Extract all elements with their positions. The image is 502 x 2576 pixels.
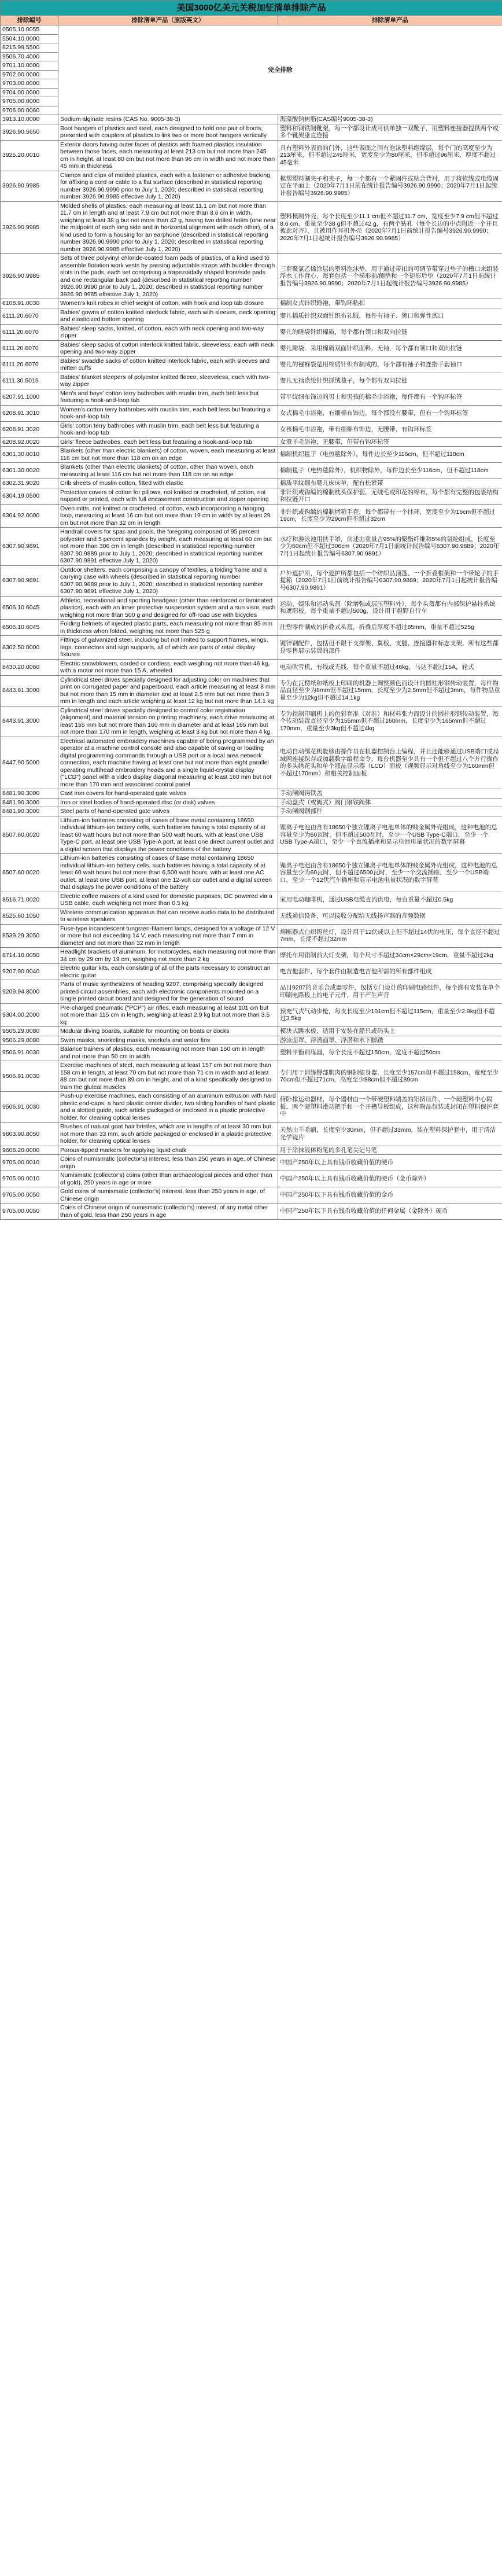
exclusion-code: 9704.00.0000 xyxy=(1,88,58,97)
table-row xyxy=(1,807,502,816)
product-chinese: 注塑零件制成的折叠式头盔，折叠后厚度不超过85mm，重量不超过525g xyxy=(278,620,502,636)
exclusion-code: 9506.91.0030 xyxy=(1,1061,58,1092)
product-chinese: 具有塑料外表面的门外，这些表面之间有泡沫塑料绝缘层，每个门的高度至少为213厘米，但不超过245厘米，宽度至少为80厘米，但不超过96厘米，厚度不超过45毫米 xyxy=(278,140,502,171)
exclusion-code: 8507.60.0020 xyxy=(1,816,58,854)
table-row xyxy=(1,675,502,706)
product-english: Blankets (other than electric blankets) of cotton, other than woven, each measuring at least 116 cm but not more than 118 cm on an edge xyxy=(58,463,278,479)
exclusion-code: 9702.00.0000 xyxy=(1,70,58,79)
product-chinese: 非针织或钩编的棉制枕头保护套，无绒毛或印花的棉布，每个都有完整的包裹结构和拉链开口 xyxy=(278,488,502,504)
product-chinese: 非针织或钩编的棉制烤箱手套，每个都带有一个挂环，宽度至少为16cm但不超过19cm，长度至少为29cm但不超过32cm xyxy=(278,504,502,528)
product-english: Coins of Chinese origin of numismatic (collector's) interest, of any metal other than of gold, less than 250 years in age xyxy=(58,1204,278,1220)
table-row xyxy=(1,924,502,948)
exclusion-code: 6307.90.9891 xyxy=(1,565,58,596)
product-chinese: 专为在瓦楞纸和纸板上印刷的机器上调整颜色而设计的圆柱形钢传动装置，每件物品直径至少为8mm但不超过15mm，长度至少为2.5mm但不超过3mm，每件物品重量至少为12kg但不超过14.1kg xyxy=(278,675,502,706)
product-chinese: 电动自动绣花机能够由操作员在机器控制台上编程，并且还能够通过USB端口或局域网连接保存或加载数字编程命令，每台机器至少具有一个但不超过八个并行操作的多头绣花头和单个液晶显示器（LCD）面板（视频显示对角线至少为160mm但不超过170mm）和相关控制面板 xyxy=(278,737,502,789)
exclusion-code: 0505.10.0055 xyxy=(1,25,58,35)
exclusion-code: 9705.00.0010 xyxy=(1,1171,58,1187)
exclusion-code: 9506.29.0080 xyxy=(1,1036,58,1045)
product-chinese: 锂离子电池由含有18650个独立锂离子电池单体的贱金属外壳组成，这种电池的总容量至少为60瓦时，但不超过500瓦时，至少一个USB Type-C端口，至少一个USB Type-A端口，至少一个直流插座和显示电池电量状况的数字屏幕 xyxy=(278,816,502,854)
product-english: Swim masks, snorkeling masks, snorkels and water fins xyxy=(58,1036,278,1045)
product-chinese: 品目9207的音乐合成器零件，包括专门设计的印刷电路组件，每个都有安装在单个印刷电路板上的电子元件，用于产生声音 xyxy=(278,980,502,1004)
document-title: 美国3000亿美元关税加征清单排除产品 xyxy=(1,1,502,16)
table-row xyxy=(1,479,502,488)
table-row xyxy=(1,1036,502,1045)
exclusion-code: 6302.31.9020 xyxy=(1,479,58,488)
exclusion-code: 3926.90.9985 xyxy=(1,201,58,254)
product-chinese: 俯卧撑运动器材，每个器材由一个带硬塑料端盖的铝挤压件、一个硬塑料中心隔板、两个硬塑料滑动把手和一个开槽导板组成，这种物品包装或封闭在塑料保护套中 xyxy=(278,1092,502,1123)
product-english: Coins of numismatic (collector's) interest, less than 250 years in age, of Chinese origin xyxy=(58,1155,278,1171)
exclusion-code: 9706.00.0060 xyxy=(1,106,58,115)
exclusion-code: 6208.91.3010 xyxy=(1,405,58,421)
product-chinese: 水疗和游泳池用扶手罩，前述由重量占95%的聚酯纤维和5%的氨纶组成，长度至少为60cm但不超过306cm（2020年7月1日前统计报告编号6307.90.9889；2020年7月1日起统计报告编号6307.90.9891） xyxy=(278,528,502,566)
exclusion-code: 6108.91.0030 xyxy=(1,299,58,308)
exclusion-code: 6111.20.6070 xyxy=(1,356,58,373)
exclusion-document xyxy=(0,0,502,1220)
product-chinese: 婴儿的襁褓袋是用棉质针织布制成的，每个都有袖子和连指手套袖口 xyxy=(278,356,502,373)
product-english: Women's knit robes in chief weight of cotton, with hook and loop tab closure xyxy=(58,299,278,308)
table-row xyxy=(1,1027,502,1036)
product-chinese: 婴儿无袖涤纶针织抓绒毯子，每个都有双向拉链 xyxy=(278,373,502,389)
table-row xyxy=(1,892,502,908)
exclusion-code: 8539.29.3050 xyxy=(1,924,58,948)
product-chinese: 游泳面罩、浮潜面罩、浮潜和水下脚蹼 xyxy=(278,1036,502,1045)
exclusion-code: 9207.90.0040 xyxy=(1,964,58,980)
product-chinese: 婴儿的睡袋针织棉质，每个都有领口和双向拉链 xyxy=(278,324,502,340)
exclusion-code: 9304.00.2000 xyxy=(1,1003,58,1027)
exclusion-code: 9701.10.0000 xyxy=(1,61,58,71)
product-english: Oven mitts, not knitted or crocheted, of cotton, each incorporating a hanging loop, measuring at least 16 cm but not more than 19 cm in width by at least 29 cm but not more than 32 cm in length xyxy=(58,504,278,528)
product-english: Cast iron covers for hand-operated gate valves xyxy=(58,789,278,798)
full-exclusion-label: 完全排除 xyxy=(58,25,502,115)
table-row xyxy=(1,171,502,201)
exclusion-code: 3913.10.0000 xyxy=(1,115,58,124)
exclusion-code: 9705.00.0000 xyxy=(1,97,58,106)
product-english: Push-up exercise machines, each consisting of an aluminum extrusion with hard plastic end-caps, a hard plastic center divider, two sliding handles of hard plastic and a slotted guide, such article packaged or enclosed in a plastic protective holder, for cleaning optical lenses xyxy=(58,1092,278,1123)
product-english: Girls' cotton terry bathrobes with muslin trim, each belt less but featuring a hook-and-loop tab xyxy=(58,421,278,437)
group-code-row xyxy=(1,25,502,35)
product-english: Babies' blanket sleepers of polyester knitted fleece, sleeveless, each with two-way zipper xyxy=(58,373,278,389)
table-row xyxy=(1,980,502,1004)
table-row xyxy=(1,140,502,171)
product-chinese: 户外遮护所，每个遮护所都包括一个纺织品顶篷、一个折叠框架和一个带轮子的手提箱（2020年7月1日前统计报告编号6307.90.9889；2020年7月1日起统计报告编号6307.90.9891） xyxy=(278,565,502,596)
table-row xyxy=(1,1003,502,1027)
exclusion-code: 9608.20.0000 xyxy=(1,1146,58,1155)
exclusion-code: 8507.60.0020 xyxy=(1,854,58,892)
exclusion-code: 6111.20.6070 xyxy=(1,340,58,356)
product-chinese: 女孩棉毛巾浴袍，带有细棉布饰边，无腰带，有钩环标签 xyxy=(278,421,502,437)
product-english: Molded shells of plastics, each measuring at least 11.1 cm but not more than 11.7 cm in length and at least 7.9 cm but not more than 8.6 cm in width, weighing at least 38 g but not more than 42 g, having two drilled holes (one near the midpoint of each long side and in horizontal alignment with each other), of a kind used to form a housing for an earphone (described in statistical reporting number 3926.90.9990 prior to July 1, 2020; described in statistical reporting number 3926.90.9985 effective July 1, 2020) xyxy=(58,201,278,254)
product-chinese: 电动吹雪机，有线或无线，每个重量不超过46kg，马达不超过15A，轮式 xyxy=(278,659,502,675)
product-english: Sets of three polyvinyl chloride-coated foam pads of plastics, of a kind used to assemble flotation work vests by passing adjustable straps with buckles through slots in the pads, each set comprising a trapezoidally shaped front/side pads and one rectangular back pad (described in statistical reporting number 3926.90.9990 prior to July 1, 2020; described in statistical reporting number 3926.90.9985 effective July 1, 2020) xyxy=(58,254,278,299)
table-row xyxy=(1,308,502,324)
product-english: Fittings of galvanized steel, including but not limited to support frames, wings, legs, connectors and sign supports, all of which are parts of retail display fixtures xyxy=(58,636,278,660)
table-row xyxy=(1,437,502,447)
product-chinese: 电吉他套件，每个套件由制造电吉他所需的所有部件组成 xyxy=(278,964,502,980)
table-row xyxy=(1,324,502,340)
header-english: 排除清单产品（原版英文） xyxy=(58,16,278,25)
table-row xyxy=(1,124,502,140)
product-chinese: 锂离子电池由含有18650个独立锂离子电池单体的贱金属外壳组成，这种电池的总容量至少为60瓦时，但不超过6500瓦时，至少一个交流插座，至少一个USB端口，至少一个12伏汽车插座和显示电池电量状况的数字屏幕 xyxy=(278,854,502,892)
table-row xyxy=(1,706,502,737)
table-row xyxy=(1,463,502,479)
exclusion-code: 6301.30.0010 xyxy=(1,447,58,463)
product-chinese: 家用电动咖啡机，通过USB电缆直流供电，每台重量不超过0.5kg xyxy=(278,892,502,908)
product-chinese: 运动、娱乐和运动头盔（除增强或层压塑料外），每个头盔都有内部保护悬挂系统和遮阳板，每个重量不超过500g，设计用于越野自行车 xyxy=(278,596,502,620)
product-chinese: 婴儿睡袋，采用棉质双面针织面料，无袖，每个都有领口和双向拉链 xyxy=(278,340,502,356)
exclusion-code: 9603.90.8050 xyxy=(1,1123,58,1146)
exclusion-code: 5504.10.0000 xyxy=(1,34,58,43)
table-row xyxy=(1,620,502,636)
product-chinese: 塑料和钢铁制靴架，每一个都设计成可供单独一双靴子，用塑料连接器提供两个或多个靴架垂直连接 xyxy=(278,124,502,140)
table-row xyxy=(1,1092,502,1123)
exclusion-code: 3925.20.0010 xyxy=(1,140,58,171)
product-chinese: 海藻酸钠树脂(CAS编号9005-38-3) xyxy=(278,115,502,124)
product-chinese: 女童羊毛浴袍，无腰带，但带有钩环标签 xyxy=(278,437,502,447)
product-english: Cylindrical steel drives specially designed for adjusting color on machines that print on corrugated paper and paperboard, each article measuring at least 8 mm but not more than 15 mm in diameter and at least 2.5 mm but not more than 3 mm in length and each article weighing at least 12 kg but not more than 14.1 kg xyxy=(58,675,278,706)
product-english: Women's cotton terry bathrobes with muslin trim, each belt less but featuring a hook-and-loop tab xyxy=(58,405,278,421)
product-chinese: 棉质平纹细布婴儿床床单，配有松紧带 xyxy=(278,479,502,488)
table-row xyxy=(1,1187,502,1204)
product-english: Men's and boys' cotton terry bathrobes with muslin trim, each belt less but featuring a hook-and-loop tab xyxy=(58,389,278,405)
exclusion-code: 6304.19.0500 xyxy=(1,488,58,504)
product-english: Fuse-type incandescent tungsten-filament lamps, designed for a voltage of 12 V or more but not exceeding 14 V, each measuring not more than 7 mm in diameter and not more than 32 mm in length xyxy=(58,924,278,948)
product-chinese: 天然山羊毛刷，长度至少30mm，但不超过33mm，装在塑料保护套中，用于清洁光学镜片 xyxy=(278,1123,502,1146)
table-row xyxy=(1,389,502,405)
table-row xyxy=(1,789,502,798)
product-chinese: 塑料模制外壳，每个长度至少11.1 cm但不超过11.7 cm，宽度至少7.9 cm但不超过8.6 cm，重量至少38 g但不超过42 g，有两个钻孔（每个长边的中点附近一个并且彼此对齐），且被用作耳机外壳（2020年7月1日前统计报告编号3926.90.9990；2020年7月1日起统计报告编号3926.90.9985） xyxy=(278,201,502,254)
exclusion-code: 8481.90.3000 xyxy=(1,789,58,798)
product-english: Iron or steel bodies of hand-operated disc (or disk) valves xyxy=(58,798,278,807)
product-english: Babies' sleep sacks of cotton interlock knitted fabric, sleeveless, each with neck opening and two-way zipper xyxy=(58,340,278,356)
product-english: Babies' sleep sacks, knitted, of cotton, each with neck opening and two-way zipper xyxy=(58,324,278,340)
product-chinese: 手动闸阀钢部件 xyxy=(278,807,502,816)
product-english: Headlight brackets of aluminum, for motorcycles, each measuring not more than 34 cm by 29 cm by 19 cm, weighing not more than 2 kg xyxy=(58,948,278,964)
exclusion-code: 9506.91.0030 xyxy=(1,1045,58,1061)
table-row xyxy=(1,421,502,437)
header-code: 排除编号 xyxy=(1,16,58,25)
product-english: Parts of music synthesizers of heading 9207, comprising specially designed printed circuit assemblies, each with electronic components mounted on a single printed circuit board and designed for the generation of sound xyxy=(58,980,278,1004)
product-chinese: 专门用于训练臀部肌肉的钢制健身器，长度至少157cm但不超过158cm，宽度至少70cm但不超过71cm，高度至少88cm但不超过89cm xyxy=(278,1061,502,1092)
product-english: Sodium alginate resins (CAS No. 9005-38-3) xyxy=(58,115,278,124)
product-english: Pre-charged pneumatic ("PCP") air rifles, each measuring at least 101 cm but not more than 115 cm in length, weighing at least 2.9 kg but not more than 3.5 kg xyxy=(58,1003,278,1027)
product-english: Folding helmets of injected plastic parts, each measuring not more than 85 mm in thickness when folded, weighing not more than 525 g xyxy=(58,620,278,636)
product-english: Steel parts of hand-operated gate valves xyxy=(58,807,278,816)
product-chinese: 用于涂抹液体粉笔的多孔笔尖记号笔 xyxy=(278,1146,502,1155)
exclusion-code: 8443.91.3000 xyxy=(1,706,58,737)
table-row xyxy=(1,908,502,924)
product-chinese: 模块式跳水板，适用于安装在船只或码头上 xyxy=(278,1027,502,1036)
product-english: Lithium-ion batteries consisting of cases of base metal containing 18650 individual lithium-ion battery cells, such batteries having a total capacity of at least 60 watt hours but not more than 500 watt hours, with at least one USB Type-C port, at least one USB Type-A port, at least one direct current outlet and a digital screen that displays the power conditions of the battery xyxy=(58,816,278,854)
table-row xyxy=(1,737,502,789)
product-chinese: 三套聚氯乙烯涂层的塑料泡沫垫，用于通过带扣的可调节带穿过垫子的槽口来组装浮水工作背心，每套包括一个梯形前/侧垫和一个矩形后垫（2020年7月1日前统计报告编号3926.90.9990；2020年7月1日起统计报告编号3926.90.9985） xyxy=(278,254,502,299)
product-english: Modular diving boards, suitable for mounting on boats or docks xyxy=(58,1027,278,1036)
product-chinese: 镀锌钢配件，包括但不限于支撑架、翼板、支腿、连接器和标志支架，所有这些都是零售展示装置的部件 xyxy=(278,636,502,660)
table-row xyxy=(1,201,502,254)
table-row xyxy=(1,1204,502,1220)
exclusion-code: 9209.94.8000 xyxy=(1,980,58,1004)
exclusion-code: 8215.99.5500 xyxy=(1,43,58,53)
product-chinese: 模塑塑料制夹子和夹子，每一个都有一个紧固件或粘合背衬，用于将软线或电缆固定在平面上（2020年7月1日前在统计报告编号3926.90.9990；2020年7月1日起统计报告编号3926.90.9985） xyxy=(278,171,502,201)
table-row xyxy=(1,1123,502,1146)
table-row xyxy=(1,816,502,854)
product-english: Babies' gowns of cotton knitted interlock fabric, each with sleeves, neck opening and elasticized bottom opening xyxy=(58,308,278,324)
product-english: Electric coffee makers of a kind used for domestic purposes, DC powered via a USB cable, each weighing not more than 0.5 kg xyxy=(58,892,278,908)
table-row xyxy=(1,1146,502,1155)
product-chinese: 女式棉毛巾浴袍，有细棉布饰边，每个都没有腰带，但有一个钩环标签 xyxy=(278,405,502,421)
exclusion-code: 3926.90.5650 xyxy=(1,124,58,140)
table-row xyxy=(1,948,502,964)
product-chinese: 中国产250年以下具有钱币收藏价值的金币 xyxy=(278,1187,502,1204)
product-english: Cylindrical steel drives specially designed to control color registration (alignment) and material tension on printing machinery, each drive measuring at least 155 mm but not more than 160 mm in diameter and at least 165 mm but not more than 170 mm in length, weighing at least 3 kg but not more than 4 kg xyxy=(58,706,278,737)
exclusion-table xyxy=(0,0,502,1220)
table-row xyxy=(1,373,502,389)
exclusion-code: 8481.90.3000 xyxy=(1,798,58,807)
product-english: Babies' swaddle sacks of cotton knitted interlock fabric, each with sleeves and mitten cuffs xyxy=(58,356,278,373)
exclusion-code: 6207.91.1000 xyxy=(1,389,58,405)
exclusion-code: 6307.90.9891 xyxy=(1,528,58,566)
product-chinese: 棉制毯子（电热毯除外），机织物除外，每件边长至少116cm，但不超过118cm xyxy=(278,463,502,479)
table-row xyxy=(1,488,502,504)
table-row xyxy=(1,964,502,980)
exclusion-code: 9506.70.4000 xyxy=(1,52,58,61)
product-english: Handrail covers for spas and pools, the foregoing composed of 95 percent polyester and 5 percent spandex by weight, each measuring at least 60 cm but not more than 306 cm in length (described in statistical reporting number 6307.90.9889 prior to July 1, 2020; described in statistical reporting number 6307.90.9891 effective July 1, 2020) xyxy=(58,528,278,566)
product-chinese: 棉制女式针织睡袍，带钩环粘扣 xyxy=(278,299,502,308)
table-row xyxy=(1,356,502,373)
product-chinese: 摩托车用铝制前大灯支架，每个尺寸不超过34cm×29cm×19cm，重量不超过2kg xyxy=(278,948,502,964)
exclusion-code: 9506.29.0080 xyxy=(1,1027,58,1036)
table-row xyxy=(1,405,502,421)
exclusion-code: 3926.90.9985 xyxy=(1,254,58,299)
product-english: Electrical automated embroidery machines capable of being programmed by an operator at a machine control console and also capable of saving or loading digital programming commands through a USB port or a local area network connection, each machine having at least one but not more than eight parallel operating multihead embroidery heads and a single liquid-crystal display ("LCD") panel with a video display diagonal measuring at least 160 mm but not more than 170 mm and associated control panel xyxy=(58,737,278,789)
exclusion-code: 8447.90.5000 xyxy=(1,737,58,789)
exclusion-code: 9705.00.0050 xyxy=(1,1204,58,1220)
product-chinese: 手动盘式（或阀式）阀门钢铁阀体 xyxy=(278,798,502,807)
table-row xyxy=(1,1171,502,1187)
table-row xyxy=(1,528,502,566)
header-chinese: 排除清单产品 xyxy=(278,16,502,25)
product-chinese: 塑料平衡训练器，每个长度不超过150cm，宽度不超过50cm xyxy=(278,1045,502,1061)
exclusion-code: 6301.30.0020 xyxy=(1,463,58,479)
product-english: Exterior doors having outer faces of plastics with foamed plastics insulation between those faces, each measuring at least 213 cm but not more than 245 cm in height, at least 80 cm but not more than 96 cm in width and not more than 45 mm in thickness xyxy=(58,140,278,171)
exclusion-code: 6111.20.6070 xyxy=(1,324,58,340)
table-row xyxy=(1,798,502,807)
exclusion-code: 8443.91.3000 xyxy=(1,675,58,706)
product-english: Lithium-ion batteries consisting of cases of base metal containing 18650 individual lithium-ion battery cells, such batteries having a total capacity of at least 60 watt hours but not more than 6,500 watt hours, with at least one AC outlet, at least one USB port, at least one 12-volt car outlet and a digital screen that displays the power conditions of the battery xyxy=(58,854,278,892)
exclusion-code: 6304.92.0000 xyxy=(1,504,58,528)
exclusion-code: 8430.20.0060 xyxy=(1,659,58,675)
product-chinese: 无线通信设备，可以接收分配给无线扬声器的音频数据 xyxy=(278,908,502,924)
table-row xyxy=(1,854,502,892)
exclusion-code: 6208.92.0020 xyxy=(1,437,58,447)
table-row xyxy=(1,1155,502,1171)
table-row xyxy=(1,659,502,675)
product-chinese: 中国产250年以下具有钱币收藏价值的任何金属（金除外）硬币 xyxy=(278,1204,502,1220)
product-english: Numismatic (collector's) coins (other than archaeological pieces and other than of gold), 250 years in age or more xyxy=(58,1171,278,1187)
product-english: Exercise machines of steel, each measuring at least 157 cm but not more than 158 cm in length, at least 70 cm but not more than 71 cm in width and at least 88 cm but not more than 89 cm in height, and of a kind specifically designed to train the gluteal muscles xyxy=(58,1061,278,1092)
product-chinese: 预充气式气动步枪，每支长度至少101cm但不超过115cm，重量至少2.9kg但不超过3.5kg xyxy=(278,1003,502,1027)
table-row xyxy=(1,340,502,356)
product-english: Crib sheets of muslin cotton, fitted with elastic xyxy=(58,479,278,488)
product-english: Athletic, recreational and sporting headgear (other than reinforced or laminated plastics), each with an inner protective suspension system and a sun visor, each weighing not more than 500 g and designed for off-road use with bicycles xyxy=(58,596,278,620)
table-row xyxy=(1,254,502,299)
product-english: Balance trainers of plastics, each measuring not more than 150 cm in length and not more than 50 cm in width xyxy=(58,1045,278,1061)
product-english: Clamps and clips of molded plastics, each with a fastener or adhesive backing for affixing a cord or cable to a flat surface (described in statistical reporting number 3926.90.9990 prior to July 1, 2020; described in statistical reporting number 3926.90.9985 effective July 1, 2020) xyxy=(58,171,278,201)
product-english: Electric guitar kits, each consisting of all of the parts necessary to construct an electric guitar xyxy=(58,964,278,980)
product-english: Girls' fleece bathrobes, each belt less but featuring a hook-and-loop tab xyxy=(58,437,278,447)
exclusion-code: 6208.91.3020 xyxy=(1,421,58,437)
table-row xyxy=(1,299,502,308)
product-english: Protective covers of cotton for pillows, not knitted or crocheted, of cotton, not napped or printed, each with full encasement construction and zipper opening xyxy=(58,488,278,504)
table-row xyxy=(1,447,502,463)
table-row xyxy=(1,636,502,660)
exclusion-code: 6506.10.6045 xyxy=(1,596,58,620)
product-chinese: 棉制机织毯子（电热毯除外），每件边长至少116cm，但不超过118cm xyxy=(278,447,502,463)
product-chinese: 婴儿棉质针织双面针织布礼服，每件有袖子、领口和弹性底口 xyxy=(278,308,502,324)
product-chinese: 熔断器式白炽钨丝灯，设计用于12伏或以上但不超过14伏的电压，每个直径不超过7mm，长度不超过32mm xyxy=(278,924,502,948)
product-chinese: 带平纹细布饰边的男士和男孩的棉毛巾浴袍，每件都有一个钩环标签 xyxy=(278,389,502,405)
product-english: Boot hangers of plastics and steel, each designed to hold one pair of boots, presented with couplers of plastics to link two or more boot hangers vertically xyxy=(58,124,278,140)
exclusion-code: 8516.71.0020 xyxy=(1,892,58,908)
product-english: Blankets (other than electric blankets) of cotton, woven, each measuring at least 116 cm but not more than 118 cm on an edge xyxy=(58,447,278,463)
product-english: Brushes of natural goat hair bristles, which are in lengths of at least 30 mm but not more than 33 mm, such article packaged or enclosed in a plastic protective holder, for cleaning optical lenses xyxy=(58,1123,278,1146)
table-row xyxy=(1,565,502,596)
exclusion-code: 8302.50.0000 xyxy=(1,636,58,660)
exclusion-code: 9705.00.0010 xyxy=(1,1155,58,1171)
table-row xyxy=(1,1045,502,1061)
exclusion-code: 9703.00.0000 xyxy=(1,79,58,89)
exclusion-code: 8525.60.1050 xyxy=(1,908,58,924)
exclusion-code: 9506.91.0030 xyxy=(1,1092,58,1123)
exclusion-code: 9705.00.0050 xyxy=(1,1187,58,1204)
product-chinese: 中国产250年以上具有钱币收藏价值的硬币 xyxy=(278,1155,502,1171)
product-english: Wireless communication apparatus that can receive audio data to be distributed to wireless speakers xyxy=(58,908,278,924)
product-english: Gold coins of numismatic (collector's) interest, less than 250 years in age, of Chinese origin xyxy=(58,1187,278,1204)
table-row xyxy=(1,115,502,124)
exclusion-code: 8481.90.3000 xyxy=(1,807,58,816)
exclusion-code: 6111.20.6070 xyxy=(1,308,58,324)
exclusion-code: 6111.30.5015 xyxy=(1,373,58,389)
product-chinese: 手动闸阀铸铁盖 xyxy=(278,789,502,798)
table-row xyxy=(1,504,502,528)
table-row xyxy=(1,596,502,620)
product-english: Outdoor shelters, each comprising a canopy of textiles, a folding frame and a carrying case with wheels (described in statistical reporting number 6307.90.9889 prior to July 1, 2020; described in statistical reporting number 6307.90.9891 effective July 1, 2020) xyxy=(58,565,278,596)
exclusion-rows xyxy=(1,115,502,1220)
product-english: Porous-tipped markers for applying liquid chalk xyxy=(58,1146,278,1155)
product-chinese: 中国产250年以上具有钱币收藏价值的硬币（金币除外） xyxy=(278,1171,502,1187)
exclusion-code: 6506.10.6045 xyxy=(1,620,58,636)
product-english: Electric snowblowers, corded or cordless, each weighing not more than 46 kg, with a motor not more than 15 A, wheeled xyxy=(58,659,278,675)
exclusion-code: 8714.10.0050 xyxy=(1,948,58,964)
exclusion-code: 3926.90.9985 xyxy=(1,171,58,201)
table-row xyxy=(1,1061,502,1092)
full-exclusion-group xyxy=(1,25,502,115)
product-chinese: 专为控制印刷机上的色彩套准（对准）和材料张力而设计的圆柱形钢传动装置，每个传动装置直径至少为155mm但不超过160mm，长度至少为165mm但不超过170mm，重量至少3kg但不超过4kg xyxy=(278,706,502,737)
